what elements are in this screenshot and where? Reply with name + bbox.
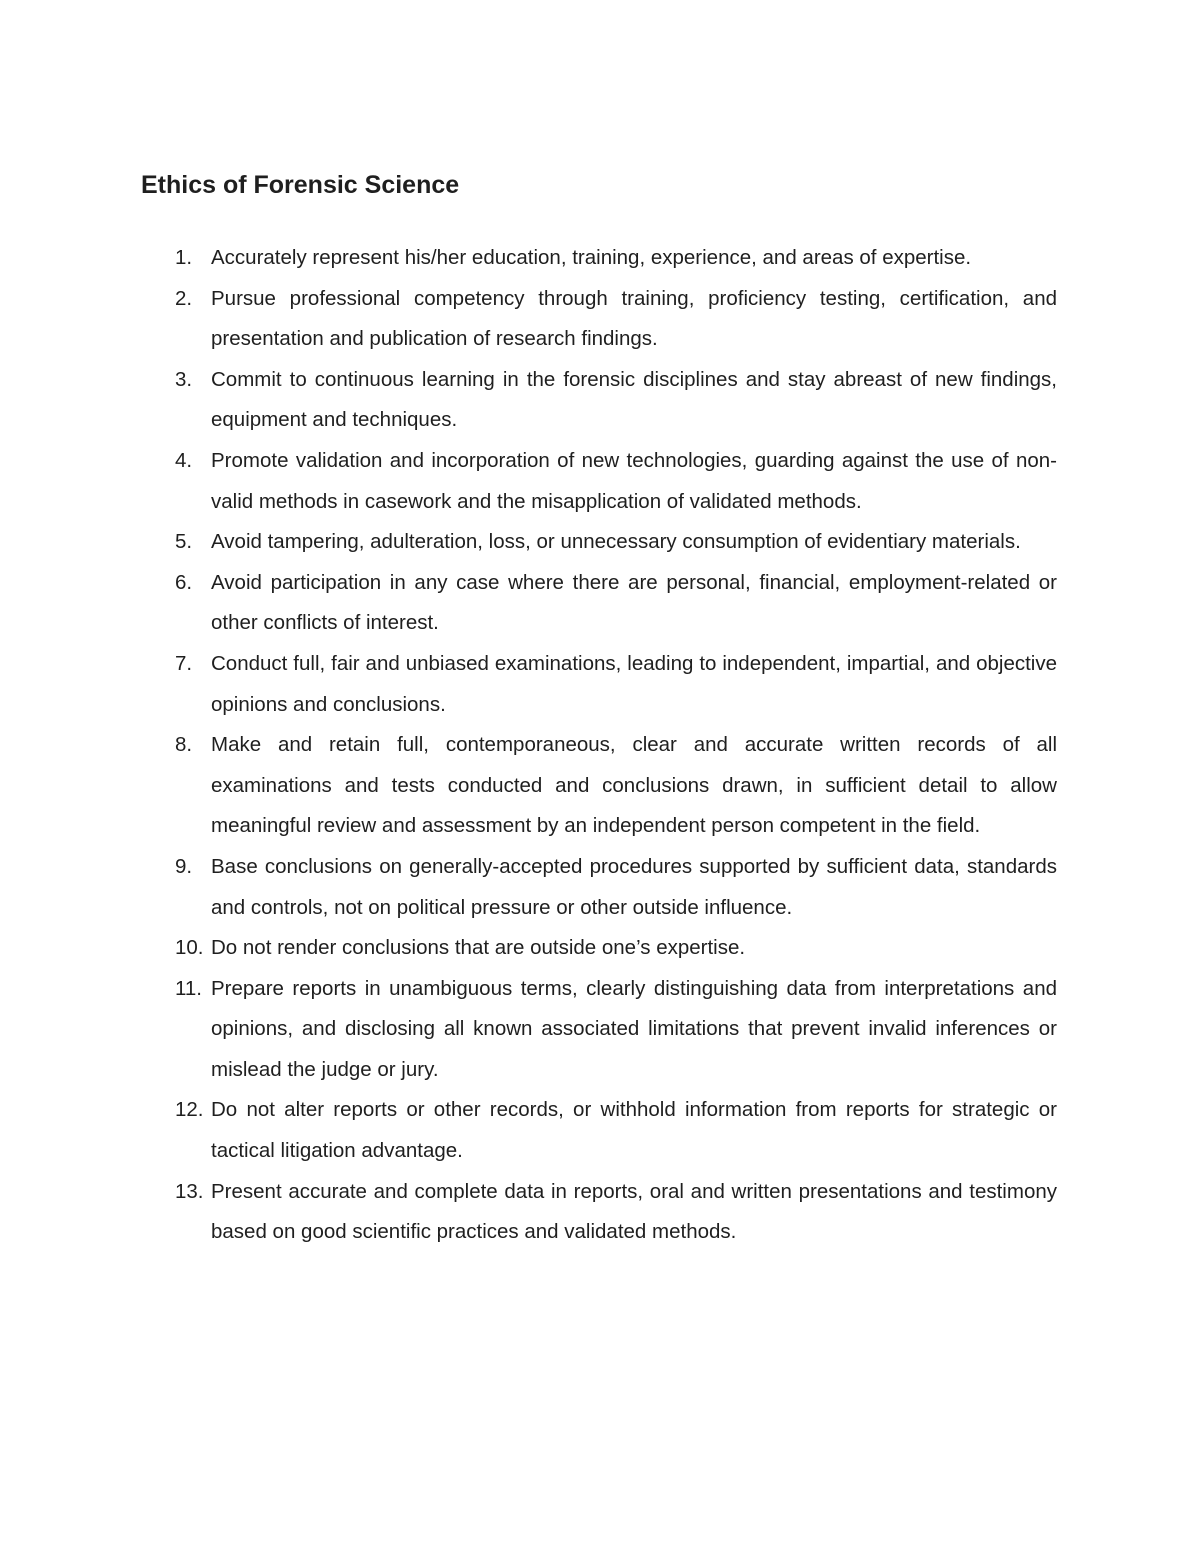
list-item (141, 1172, 1057, 1253)
list-item (141, 563, 1057, 644)
list-item-text: Promote validation and incorporation of new technologies, guarding against the use of non-valid methods in casework and the misapplication of validated methods. (211, 448, 1057, 513)
list-item-text: Commit to continuous learning in the forensic disciplines and stay abreast of new findings, equipment and techniques. (211, 367, 1057, 432)
list-item-number: 3. (175, 367, 193, 391)
list-item-text: Conduct full, fair and unbiased examinations, leading to independent, impartial, and objective opinions and conclusions. (211, 651, 1057, 716)
list-item (141, 969, 1057, 1091)
list-item (141, 725, 1057, 847)
list-item-number: 7. (175, 651, 193, 675)
list-item (141, 522, 1057, 563)
list-item-text: Pursue professional competency through training, proficiency testing, certification, and presentation and publication of research findings. (211, 286, 1057, 351)
list-item-text: Make and retain full, contemporaneous, clear and accurate written records of all examinations and tests conducted and conclusions drawn, in sufficient detail to allow meaningful review and assessment by an independent person competent in the field. (211, 733, 1057, 838)
list-item-text: Prepare reports in unambiguous terms, clearly distinguishing data from interpretations and opinions, and disclosing all known associated limitations that prevent invalid inferences or mislead the judge or jury. (211, 976, 1057, 1081)
list-item (141, 279, 1057, 360)
list-item-number: 6. (175, 570, 193, 594)
list-item-number: 4. (175, 448, 193, 472)
list-item-text: Base conclusions on generally-accepted procedures supported by sufficient data, standards and controls, not on political pressure or other outside influence. (211, 854, 1057, 919)
list-item-number: 2. (175, 286, 193, 310)
list-item (141, 1090, 1057, 1171)
list-item-number: 9. (175, 854, 193, 878)
list-item (141, 238, 1057, 279)
list-item-number: 13. (175, 1179, 204, 1203)
list-item (141, 928, 1057, 969)
list-item-text: Avoid participation in any case where there are personal, financial, employment-related or other conflicts of interest. (211, 570, 1057, 635)
list-item (141, 360, 1057, 441)
list-item-text: Accurately represent his/her education, training, experience, and areas of expertise. (211, 246, 972, 269)
list-item-text: Do not render conclusions that are outside one’s expertise. (211, 936, 746, 960)
document-title: Ethics of Forensic Science (141, 171, 460, 199)
list-item-text: Present accurate and complete data in reports, oral and written presentations and testimony based on good scientific practices and validated methods. (211, 1179, 1057, 1244)
list-item-number: 8. (175, 733, 193, 757)
list-item-number: 11. (175, 976, 202, 1000)
list-item-number: 5. (175, 530, 193, 554)
list-item-text: Avoid tampering, adulteration, loss, or unnecessary consumption of evidentiary materials. (211, 530, 1021, 554)
ethics-list (141, 238, 1057, 1253)
list-item (141, 644, 1057, 725)
list-item-number: 10. (175, 936, 204, 960)
list-item-number: 1. (175, 246, 193, 269)
list-item-number: 12. (175, 1098, 204, 1122)
list-item-text: Do not alter reports or other records, or withhold information from reports for strategic or tactical litigation advantage. (211, 1098, 1057, 1163)
list-item (141, 441, 1057, 522)
list-item (141, 847, 1057, 928)
